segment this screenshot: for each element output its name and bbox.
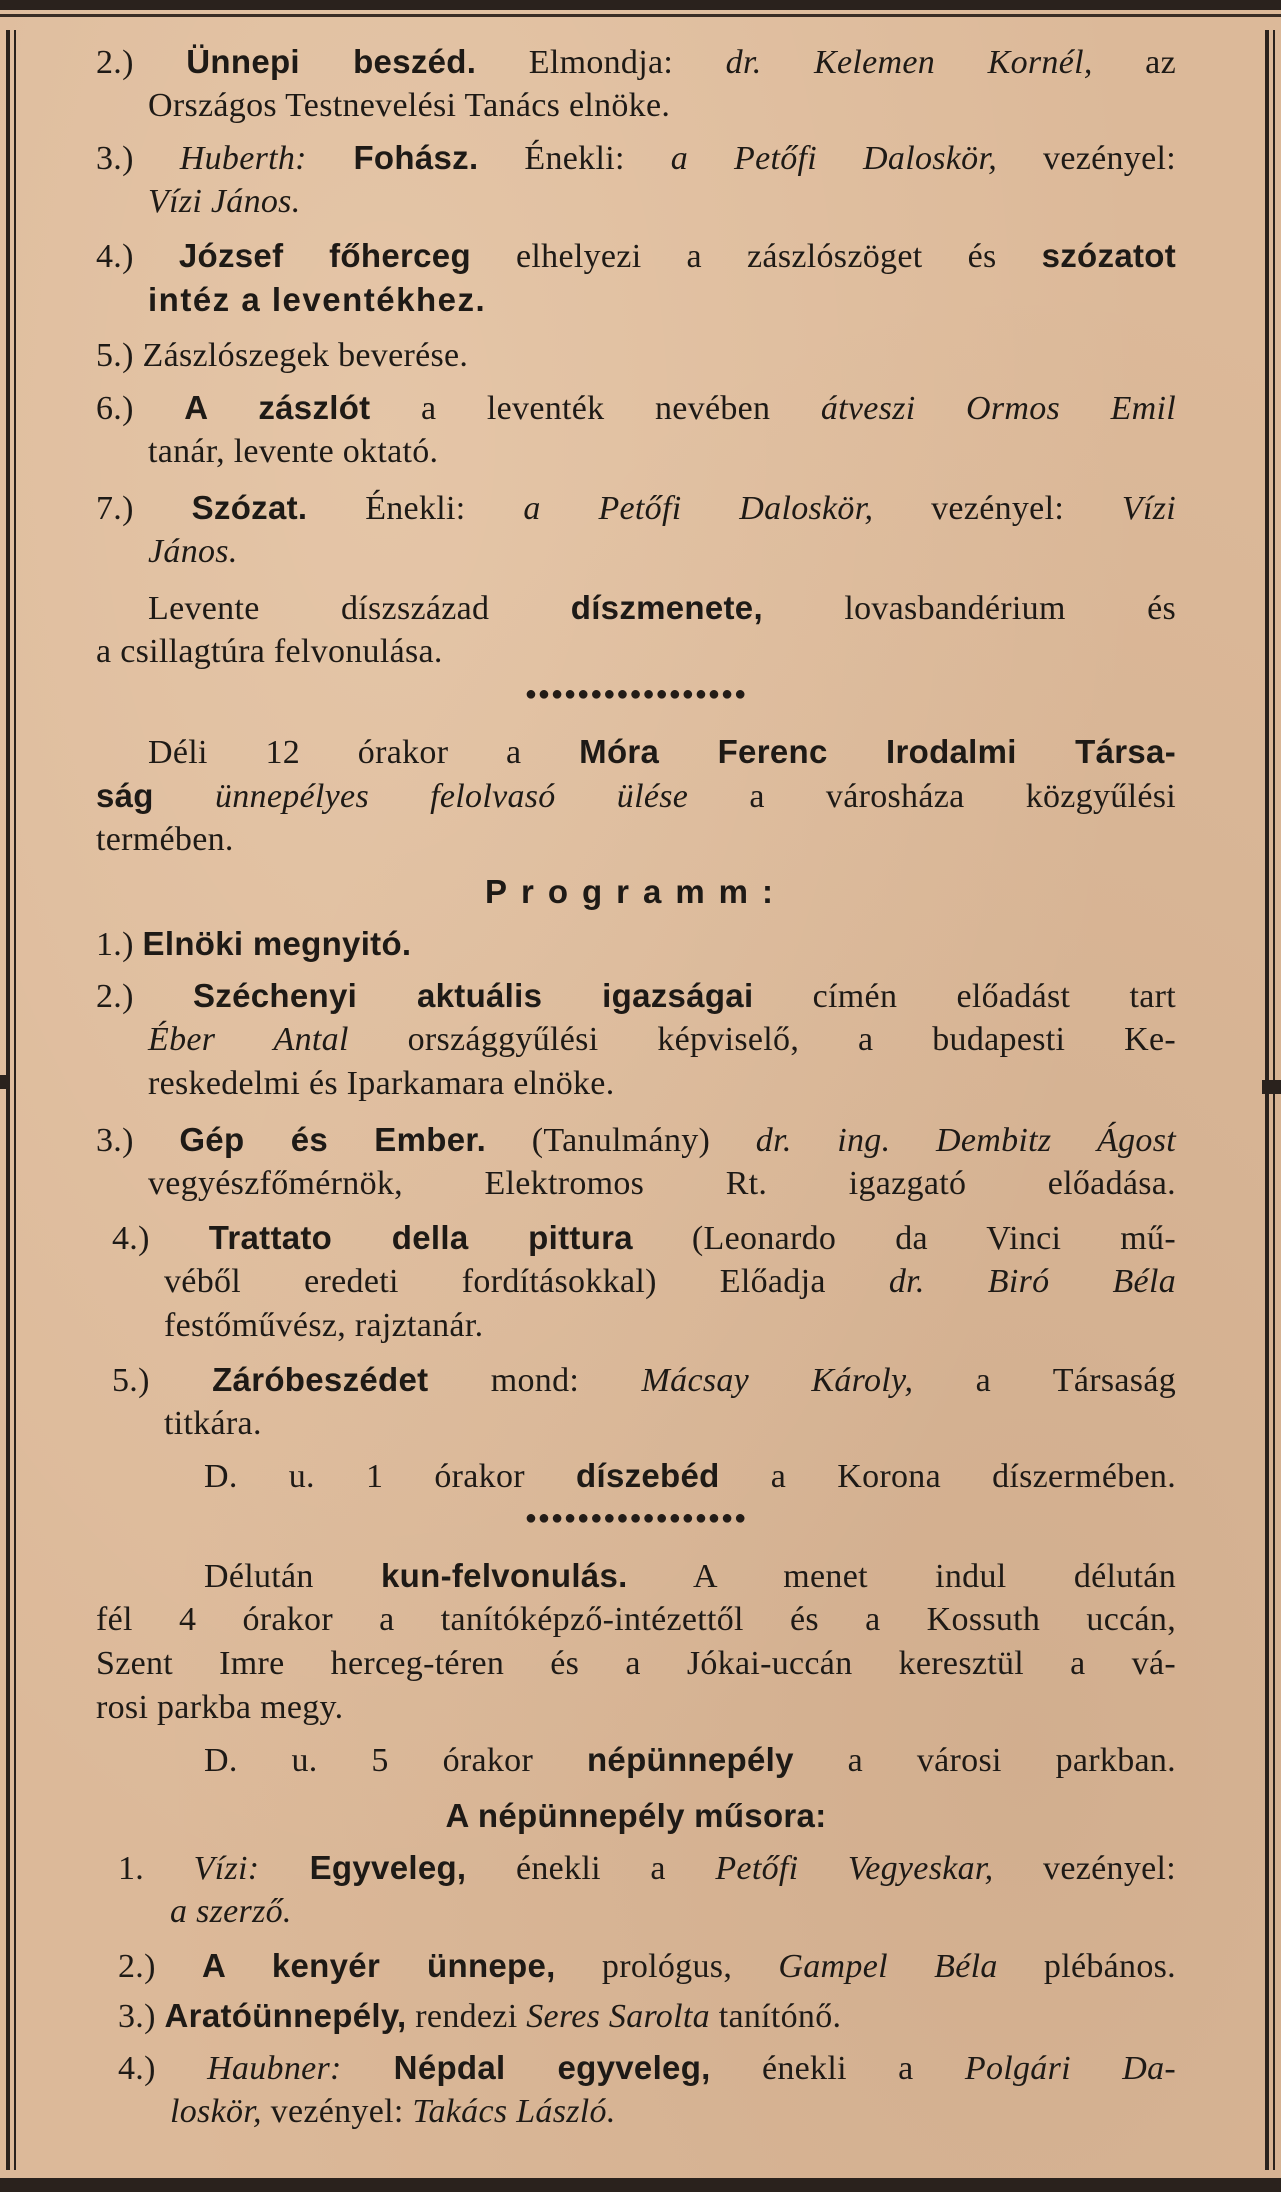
- item-person: Éber Antal: [148, 1021, 349, 1058]
- item-number: 2.): [96, 44, 134, 81]
- item-number: 1.: [118, 1850, 145, 1887]
- item-number: 5.): [96, 337, 134, 374]
- item-performer: a Petőfi Daloskör,: [670, 140, 998, 177]
- item-title: A zászlót: [184, 389, 371, 426]
- parade-title: díszmenete,: [570, 589, 763, 626]
- noon-line-3: termében.: [96, 821, 234, 858]
- festival-line: [204, 1738, 1176, 1783]
- festival-item-1-line-1: [118, 1846, 1176, 1891]
- item-title: Fohász.: [306, 139, 479, 176]
- program-heading: Programm:: [484, 873, 788, 910]
- item-text: a leventék nevében: [370, 390, 821, 427]
- lunch-title: díszebéd: [576, 1457, 720, 1494]
- item-number: 3.): [96, 1122, 134, 1159]
- item-title: Záróbeszédet: [212, 1361, 429, 1398]
- parade-text: lovasbandérium és: [762, 590, 1176, 627]
- item-number: 4.): [112, 1220, 150, 1257]
- noon-society: ság: [96, 777, 154, 814]
- right-border-mark: [1262, 1080, 1281, 1094]
- item-title: Ünnepi beszéd.: [186, 43, 477, 80]
- item-person: dr. Kelemen Kornél,: [725, 44, 1093, 81]
- section-divider: ●●●●●●●●●●●●●●●●●: [524, 683, 748, 705]
- afternoon-line-1: [204, 1554, 1176, 1599]
- item-performer: a Petőfi Daloskör,: [523, 490, 874, 527]
- afternoon-title: kun-felvonulás.: [381, 1557, 628, 1594]
- item-title: Aratóünnepély,: [164, 1997, 407, 2034]
- item-text: Zászlószegek beverése.: [142, 337, 469, 374]
- item-number: 1.): [96, 926, 134, 963]
- item-text: elhelyezi a zászlószöget és: [470, 238, 1042, 275]
- item-text: az: [1092, 44, 1176, 81]
- item-text: prológus,: [555, 1948, 779, 1985]
- festival-text: D. u. 5 órakor: [204, 1742, 587, 1779]
- item-text: énekli a: [466, 1850, 716, 1887]
- afternoon-text: Délután: [204, 1558, 382, 1595]
- festival-item-4-line-1: [118, 2046, 1176, 2091]
- section-divider: ●●●●●●●●●●●●●●●●●: [524, 1507, 748, 1529]
- item-text: vezényel:: [873, 490, 1122, 527]
- festival-title: népünnepély: [586, 1741, 794, 1778]
- lunch-line: [204, 1454, 1176, 1499]
- item-title: József főherceg: [178, 237, 471, 274]
- item-composer: Vízi:: [193, 1850, 260, 1887]
- item-number: 2.): [118, 1948, 156, 1985]
- lecture-item-4-line-1: [112, 1216, 1176, 1261]
- program-item-4-line-2: intéz a leventékhez.: [148, 281, 487, 318]
- item-text: vezényel:: [997, 140, 1176, 177]
- lecture-item-3-line-2: vegyészfőmérnök, Elektromos Rt. igazgató előadása.: [148, 1165, 1176, 1202]
- item-composer: Huberth:: [179, 140, 307, 177]
- item-person: Seres Sarolta: [526, 1998, 710, 2035]
- item-text: plébános.: [997, 1948, 1176, 1985]
- program-item-4-line-1: [96, 234, 1176, 279]
- item-text: vezényel:: [261, 2093, 413, 2130]
- lecture-item-5-line-1: [112, 1358, 1176, 1403]
- item-text: Énekli:: [478, 140, 671, 177]
- festival-text: a városi parkban.: [793, 1742, 1176, 1779]
- item-text: országgyűlési képviselő, a budapesti Ke-: [348, 1021, 1177, 1058]
- item-text: énekli a: [710, 2050, 965, 2087]
- item-number: 5.): [112, 1362, 150, 1399]
- item-title: szózatot: [1041, 237, 1177, 274]
- item-number: 2.): [96, 978, 134, 1015]
- lunch-text: a Korona díszermében.: [719, 1458, 1177, 1495]
- item-title: Gép és Ember.: [179, 1121, 487, 1158]
- lecture-item-2-line-3: reskedelmi és Iparkamara elnöke.: [148, 1065, 615, 1102]
- right-border-rule-thin: [1273, 30, 1275, 2170]
- lecture-item-3-line-1: [96, 1118, 1176, 1163]
- item-person: Takács László.: [412, 2093, 616, 2130]
- program-item-6-line-1: [96, 386, 1176, 431]
- right-border-rule: [1265, 30, 1269, 2170]
- item-number: 4.): [118, 2050, 156, 2087]
- item-number: 3.): [118, 1998, 156, 2035]
- item-number: 6.): [96, 390, 134, 427]
- program-item-3-line-1: [96, 136, 1176, 181]
- program-item-2-line-1: [96, 40, 1176, 85]
- item-title: Egyveleg,: [259, 1849, 467, 1886]
- lunch-text: D. u. 1 órakor: [204, 1458, 577, 1495]
- item-performer: loskör,: [170, 2093, 262, 2130]
- lecture-item-4-line-3: festőművész, rajztanár.: [164, 1307, 484, 1344]
- festival-heading: A népünnepély műsora:: [445, 1797, 827, 1834]
- item-text: (Leonardo da Vinci mű-: [632, 1220, 1176, 1257]
- lecture-item-1: [96, 922, 411, 967]
- item-text: mond:: [428, 1362, 642, 1399]
- item-text: címén előadást tart: [753, 978, 1176, 1015]
- program-item-7-line-2: János.: [148, 533, 238, 570]
- top-border-rule: [0, 0, 1281, 10]
- parade-line-1: [148, 586, 1176, 631]
- festival-item-2: [118, 1944, 1176, 1989]
- item-text: a Társaság: [913, 1362, 1177, 1399]
- lecture-item-5-line-2: titkára.: [164, 1405, 262, 1442]
- noon-event: ünnepélyes felolvasó ülése: [153, 778, 689, 815]
- program-item-3-line-2: Vízi János.: [148, 183, 301, 220]
- item-person: Mácsay Károly,: [641, 1362, 914, 1399]
- item-title: Népdal egyveleg,: [341, 2049, 711, 2086]
- program-item-7-line-1: [96, 486, 1176, 531]
- item-title: Elnöki megnyitó.: [142, 925, 412, 962]
- parade-text: Levente díszszázad: [148, 590, 571, 627]
- item-title: Trattato della pittura: [208, 1219, 633, 1256]
- item-person: Vízi: [1121, 490, 1176, 527]
- item-person: Gampel Béla: [778, 1948, 998, 1985]
- festival-item-4-line-2: [170, 2090, 616, 2134]
- item-title: Szózat.: [191, 489, 308, 526]
- item-title: A kenyér ünnepe,: [202, 1947, 556, 1984]
- item-number: 7.): [96, 490, 134, 527]
- item-composer: Haubner:: [207, 2050, 342, 2087]
- afternoon-line-3: Szent Imre herceg-téren és a Jókai-uccán keresztül a vá-: [96, 1645, 1176, 1682]
- festival-item-1-line-2: a szerző.: [170, 1893, 292, 1930]
- afternoon-line-2: fél 4 órakor a tanítóképző-intézettől és a Kossuth uccán,: [96, 1601, 1176, 1638]
- program-item-5: [96, 334, 468, 378]
- item-text: rendezi: [406, 1998, 527, 2035]
- item-person: átveszi Ormos Emil: [820, 390, 1176, 427]
- item-person: dr. Biró Béla: [888, 1263, 1176, 1300]
- noon-line-2: [96, 774, 1176, 819]
- item-text: (Tanulmány): [486, 1122, 756, 1159]
- afternoon-text: A menet indul délután: [627, 1558, 1176, 1595]
- item-text: vezényel:: [993, 1850, 1176, 1887]
- item-performer: Petőfi Vegyeskar,: [715, 1850, 994, 1887]
- left-border-rule-thin: [14, 30, 16, 2170]
- noon-line-1: [148, 730, 1176, 775]
- left-border-mark: [0, 1075, 10, 1089]
- lecture-item-2-line-2: [148, 1018, 1176, 1062]
- item-text: tanítónő.: [709, 1998, 842, 2035]
- festival-item-3: [118, 1994, 841, 2039]
- noon-society: Móra Ferenc Irodalmi Társa-: [579, 733, 1176, 770]
- item-performer: Polgári Da-: [964, 2050, 1176, 2087]
- item-text: Elmondja:: [476, 44, 726, 81]
- lecture-item-2-line-1: [96, 974, 1176, 1019]
- item-number: 4.): [96, 238, 134, 275]
- noon-text: a városháza közgyűlési: [688, 778, 1176, 815]
- top-border-rule-thin: [0, 14, 1281, 17]
- item-person: dr. ing. Dembitz Ágost: [755, 1122, 1176, 1159]
- item-title: Széchenyi aktuális igazságai: [192, 977, 754, 1014]
- item-text: Énekli:: [307, 490, 524, 527]
- afternoon-line-4: rosi parkba megy.: [96, 1689, 344, 1726]
- item-text: véből eredeti fordításokkal) Előadja: [164, 1263, 889, 1300]
- lecture-item-4-line-2: [164, 1260, 1176, 1304]
- item-number: 3.): [96, 140, 134, 177]
- bottom-border-rule: [0, 2178, 1281, 2192]
- noon-text: Déli 12 órakor a: [148, 734, 580, 771]
- parade-line-2: a csillagtúra felvonulása.: [96, 633, 443, 670]
- left-border-rule: [6, 30, 10, 2170]
- program-item-2-line-2: Országos Testnevelési Tanács elnöke.: [148, 87, 671, 124]
- program-item-6-line-2: tanár, levente oktató.: [148, 433, 439, 470]
